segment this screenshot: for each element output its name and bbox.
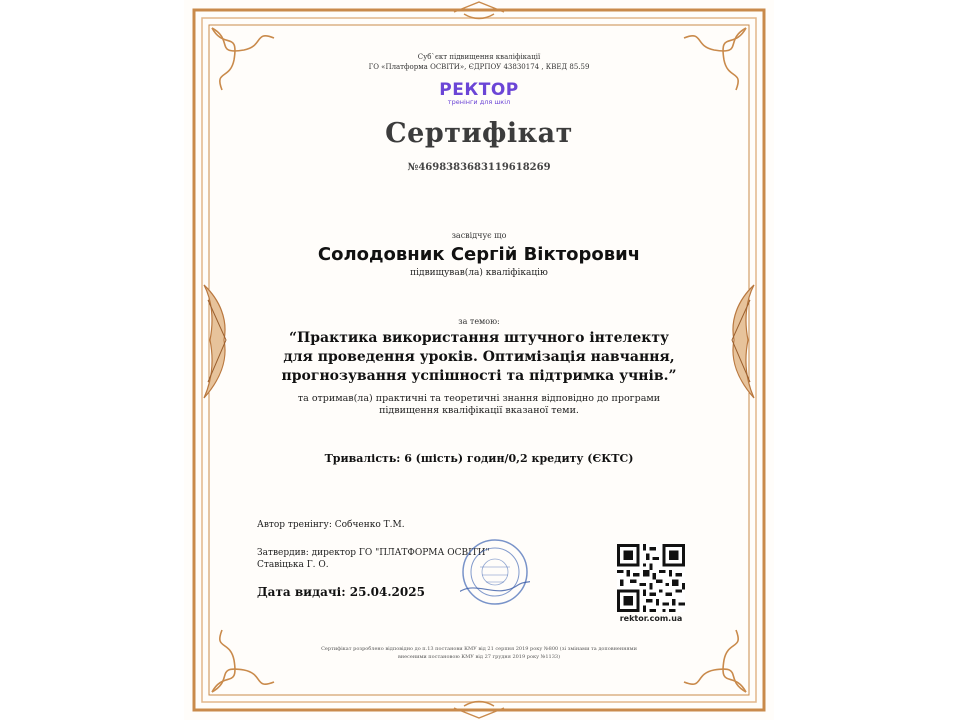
topic-label: за темою: bbox=[458, 317, 500, 326]
topic-title bbox=[184, 329, 774, 386]
issuer-line-1: Суб`єкт підвищення кваліфікації bbox=[417, 53, 541, 61]
topic-line: “Практика використання штучного інтелекту bbox=[288, 330, 670, 346]
obtained-knowledge-text bbox=[184, 393, 774, 417]
approved-by bbox=[257, 547, 490, 571]
certificate-number: №4698383683119618269 bbox=[407, 162, 551, 173]
approved-line-1: Затвердив: директор ГО "ПЛАТФОРМА ОСВІТИ" bbox=[257, 548, 490, 558]
issuer-line-2: ГО «Платформа ОСВІТИ», ЄДРПОУ 43830174 , КВЕД 85.59 bbox=[368, 63, 590, 71]
issue-date: Дата видачі: 25.04.2025 bbox=[257, 585, 425, 599]
topic-line: прогнозування успішності та підтримка учнів.” bbox=[281, 368, 677, 384]
issuer-info bbox=[184, 52, 774, 72]
qualification-text: підвищував(ла) кваліфікацію bbox=[410, 268, 548, 278]
logo-tagline: тренінги для шкіл bbox=[447, 98, 511, 106]
footer-line-1: Сертифікат розроблено відповідно до п.13 постанови КМУ від 21 серпня 2019 року №800 (зі змінами та доповненнями bbox=[321, 646, 637, 652]
approved-line-2: Ставіцька Г. О. bbox=[257, 560, 329, 570]
certifies-text: засвідчує що bbox=[451, 231, 507, 240]
qr-code-icon bbox=[617, 544, 685, 612]
footer-line-2: внесеними постановою КМУ від 27 грудня 2019 року №1133) bbox=[397, 654, 561, 660]
website-link[interactable]: rektor.com.ua bbox=[619, 614, 683, 623]
rektor-logo bbox=[429, 82, 529, 106]
logo-name: РЕКТОР bbox=[439, 80, 519, 100]
duration: Тривалість: 6 (шість) годин/0,2 кредиту (ЄКТС) bbox=[324, 452, 634, 465]
recipient-name: Солодовник Сергій Вікторович bbox=[317, 244, 641, 265]
obtained-line: та отримав(ла) практичні та теоретичні знання відповідно до програми bbox=[297, 393, 661, 404]
legal-footer bbox=[184, 645, 774, 661]
stamp-seal-icon bbox=[460, 537, 530, 607]
certificate-title: Сертифікат bbox=[385, 118, 573, 149]
obtained-line: підвищення кваліфікації вказаної теми. bbox=[379, 405, 579, 416]
topic-line: для проведення уроків. Оптимізація навчання, bbox=[283, 349, 675, 365]
certificate-page bbox=[184, 0, 774, 720]
training-author: Автор тренінгу: Собченко Т.М. bbox=[257, 520, 405, 530]
